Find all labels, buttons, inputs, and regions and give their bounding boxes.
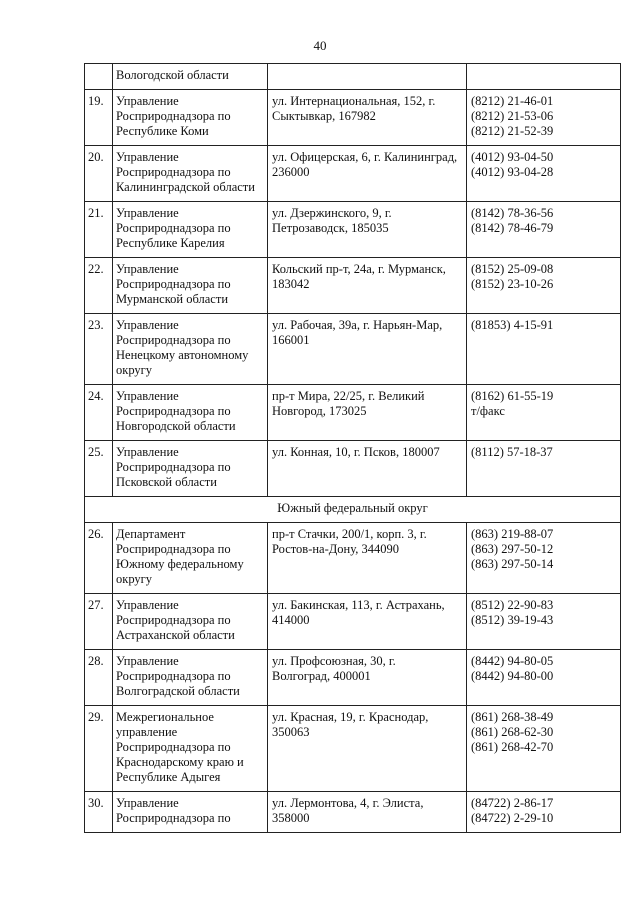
office-address-line: ул. Интернациональная, 152, г. [272,94,436,108]
office-address-line: Новгород, 173025 [272,404,367,418]
office-phones [467,523,621,594]
table-row [85,650,621,706]
office-name-line: Управление [116,206,179,220]
office-name-line: Росприроднадзора по [116,460,231,474]
table-row [85,792,621,833]
office-address [268,385,467,441]
office-name-line: Краснодарскому краю и [116,755,244,769]
office-phones-line: (863) 297-50-12 [471,542,554,556]
office-name-line: Управление [116,598,179,612]
office-name-line: Росприроднадзора по [116,542,231,556]
office-phones-line: (861) 268-42-70 [471,740,554,754]
office-phones-line: (84722) 2-86-17 [471,796,554,810]
office-phones-line: (81853) 4-15-91 [471,318,554,332]
office-name [113,385,268,441]
office-name-line: округу [116,572,153,586]
page-number: 40 [313,38,327,53]
office-name-line: Росприроднадзора по [116,811,231,825]
office-address-line: ул. Офицерская, 6, г. Калининград, [272,150,458,164]
office-name-line: Управление [116,796,179,810]
row-number: 19. [85,90,113,146]
office-address-line: 350063 [272,725,310,739]
office-address-line: 414000 [272,613,310,627]
office-name-line: Управление [116,389,179,403]
office-address [268,90,467,146]
office-address-line: Волгоград, 400001 [272,669,371,683]
office-address-line: ул. Конная, 10, г. Псков, 180007 [272,445,440,459]
office-phones-line: (8512) 22-90-83 [471,598,554,612]
office-address-line: ул. Рабочая, 39а, г. Нарьян-Мар, [272,318,443,332]
office-phones-line: (8212) 21-46-01 [471,94,554,108]
row-number: 30. [85,792,113,833]
row-number: 24. [85,385,113,441]
section-title: Южный федеральный округ [85,497,621,523]
office-name-line: Управление [116,262,179,276]
office-phones-line: (8212) 21-52-39 [471,124,554,138]
office-name-line: управление [116,725,178,739]
office-name-line: Республике Коми [116,124,209,138]
office-name-line: Росприроднадзора по [116,404,231,418]
office-address-line: 166001 [272,333,310,347]
table-row [85,258,621,314]
table-row [85,523,621,594]
office-name-line: Росприроднадзора по [116,165,231,179]
row-number: 21. [85,202,113,258]
office-phones-line: т/факс [471,404,505,418]
office-address-line: 183042 [272,277,310,291]
office-address-line: Ростов-на-Дону, 344090 [272,542,399,556]
office-name-line: округу [116,363,153,377]
office-phones [467,314,621,385]
office-address [268,64,467,90]
office-name-line: Астраханской области [116,628,235,642]
office-name-line: Росприроднадзора по [116,613,231,627]
office-phones-line: (863) 219-88-07 [471,527,554,541]
office-name [113,523,268,594]
office-name-line: Волгоградской области [116,684,240,698]
office-phones [467,146,621,202]
table-row [85,64,621,90]
office-name-line: Вологодской области [116,68,229,82]
office-phones-line: (8142) 78-46-79 [471,221,554,235]
office-name [113,90,268,146]
office-address [268,523,467,594]
office-name [113,594,268,650]
office-address [268,441,467,497]
table-row [85,441,621,497]
office-name-line: Новгородской области [116,419,236,433]
office-name [113,64,268,90]
office-phones-line: (863) 297-50-14 [471,557,554,571]
row-number: 20. [85,146,113,202]
office-address-line: ул. Лермонтова, 4, г. Элиста, [272,796,424,810]
office-phones-line: (8212) 21-53-06 [471,109,554,123]
table-row [85,90,621,146]
office-address-line: 358000 [272,811,310,825]
office-phones-line: (8442) 94-80-05 [471,654,554,668]
office-name [113,202,268,258]
office-phones-line: (4012) 93-04-50 [471,150,554,164]
table-row [85,314,621,385]
office-address-line: ул. Красная, 19, г. Краснодар, [272,710,429,724]
office-name-line: Росприроднадзора по [116,740,231,754]
table-row [85,594,621,650]
office-name-line: Департамент [116,527,186,541]
office-address-line: ул. Дзержинского, 9, г. [272,206,392,220]
office-name-line: Мурманской области [116,292,229,306]
row-number: 28. [85,650,113,706]
office-address-line: Петрозаводск, 185035 [272,221,389,235]
office-name-line: Республике Карелия [116,236,225,250]
office-address-line: Сыктывкар, 167982 [272,109,376,123]
office-phones-line: (8112) 57-18-37 [471,445,553,459]
office-name-line: Управление [116,654,179,668]
office-address-line: ул. Профсоюзная, 30, г. [272,654,396,668]
office-phones [467,64,621,90]
office-address [268,650,467,706]
office-name-line: Росприроднадзора по [116,669,231,683]
row-number: 23. [85,314,113,385]
office-name-line: Управление [116,150,179,164]
office-address-line: пр-т Стачки, 200/1, корп. 3, г. [272,527,427,541]
office-phones [467,385,621,441]
office-phones-line: (8512) 39-19-43 [471,613,554,627]
office-address-line: ул. Бакинская, 113, г. Астрахань, [272,598,445,612]
office-phones [467,202,621,258]
office-name [113,146,268,202]
row-number: 29. [85,706,113,792]
office-phones [467,441,621,497]
office-name-line: Росприроднадзора по [116,333,231,347]
row-number: 22. [85,258,113,314]
office-phones-line: (8152) 23-10-26 [471,277,554,291]
row-number: 25. [85,441,113,497]
office-name-line: Ненецкому автономному [116,348,249,362]
table-row [85,202,621,258]
office-phones [467,650,621,706]
office-phones-line: (861) 268-38-49 [471,710,554,724]
office-name-line: Росприроднадзора по [116,277,231,291]
office-name-line: Южному федеральному [116,557,244,571]
office-phones [467,90,621,146]
table-row [85,706,621,792]
office-name [113,314,268,385]
row-number: 26. [85,523,113,594]
office-phones-line: (4012) 93-04-28 [471,165,554,179]
office-name [113,792,268,833]
office-name [113,441,268,497]
table-row [85,146,621,202]
office-phones-line: (8442) 94-80-00 [471,669,554,683]
office-address-line: Кольский пр-т, 24а, г. Мурманск, [272,262,446,276]
office-name-line: Росприроднадзора по [116,109,231,123]
office-name-line: Калининградской области [116,180,255,194]
office-name-line: Межрегиональное [116,710,214,724]
office-name-line: Управление [116,318,179,332]
office-phones [467,594,621,650]
office-phones [467,706,621,792]
office-address-line: 236000 [272,165,310,179]
office-address [268,202,467,258]
office-name-line: Псковской области [116,475,217,489]
office-name [113,650,268,706]
office-address [268,314,467,385]
office-phones-line: (861) 268-62-30 [471,725,554,739]
office-phones [467,258,621,314]
row-number [85,64,113,90]
regional-offices-table [84,63,621,833]
office-name-line: Управление [116,94,179,108]
office-address [268,258,467,314]
office-name-line: Республике Адыгея [116,770,221,784]
office-name-line: Управление [116,445,179,459]
office-address [268,146,467,202]
office-name [113,258,268,314]
row-number: 27. [85,594,113,650]
table-row [85,385,621,441]
office-address [268,706,467,792]
office-address [268,792,467,833]
office-phones [467,792,621,833]
office-name [113,706,268,792]
office-name-line: Росприроднадзора по [116,221,231,235]
section-header-row [85,497,621,523]
office-phones-line: (8142) 78-36-56 [471,206,554,220]
office-address [268,594,467,650]
office-address-line: пр-т Мира, 22/25, г. Великий [272,389,425,403]
office-phones-line: (8162) 61-55-19 [471,389,554,403]
office-phones-line: (8152) 25-09-08 [471,262,554,276]
office-phones-line: (84722) 2-29-10 [471,811,554,825]
